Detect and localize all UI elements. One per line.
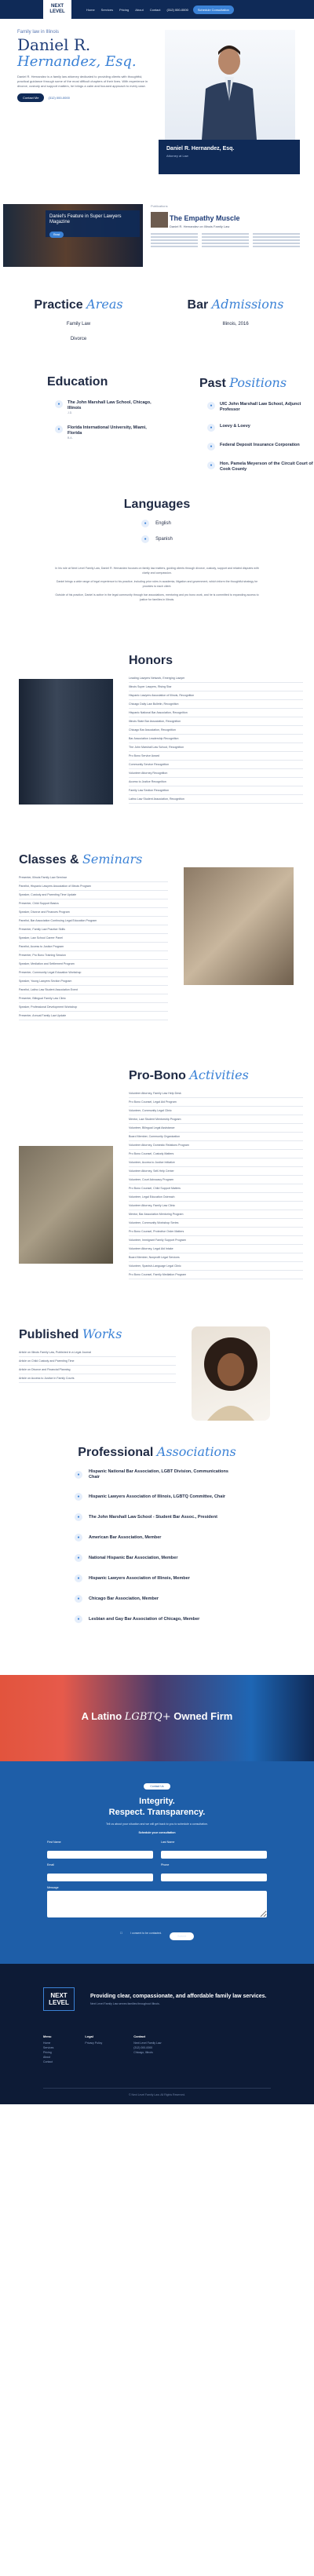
probono-section (0, 1020, 314, 1279)
header-cta-button[interactable]: Schedule Consultation (193, 5, 234, 14)
graduation-cap-icon: ● (55, 425, 63, 433)
nav-item-pricing[interactable]: Pricing (119, 7, 130, 12)
hero-actions (17, 93, 151, 102)
hero-name-line2: Hernandez, Esq. (17, 53, 137, 70)
privacy-policy-link[interactable]: Privacy Policy (85, 2041, 103, 2045)
article-subtitle: Daniel R. Hernandez on Illinois Family Law (170, 224, 230, 228)
publication-item: Article on Divorce and Financial Planning (19, 1366, 176, 1374)
firm-banner (0, 1675, 314, 1761)
card-name: Daniel R. Hernandez, Esq. (166, 146, 235, 151)
magazine-read-button[interactable]: Read (49, 232, 64, 238)
footer-link[interactable]: About (43, 2056, 51, 2059)
nav-item-about[interactable]: About (135, 7, 144, 12)
honor-item: The John Marshall Law School, Recognition (129, 743, 303, 752)
association-item: ● The John Marshall Law School - Student Bar Assoc., President (75, 1513, 239, 1521)
seminar-item: Presenter, Illinois Family Law Seminar (19, 874, 168, 882)
footer-phone-link[interactable]: (312) 000-0000 (133, 2046, 153, 2049)
seminar-item: Presenter, Pro Bono Training Session (19, 951, 168, 960)
briefcase-icon: ● (207, 462, 215, 469)
contact-heading-2: Respect. Transparency. (108, 1808, 206, 1817)
association-item: ● National Hispanic Bar Association, Member (75, 1554, 239, 1562)
seminar-item: Panelist, Bar Association Continuing Legal Education Program (19, 917, 168, 925)
contact-form (47, 1841, 267, 1940)
honors-section (0, 607, 314, 805)
seminar-item: Presenter, Family Law Practice Skills (19, 925, 168, 934)
past-positions (157, 375, 314, 483)
last-name-field[interactable] (161, 1851, 267, 1859)
seminar-item: Speaker, Mediation and Settlement Program (19, 960, 168, 969)
probono-heading: Pro-Bono Activities (129, 1067, 249, 1082)
probono-item: Volunteer Attorney, Self-Help Center (129, 1167, 303, 1176)
article-thumbnail (151, 212, 168, 228)
author-photo (192, 1326, 270, 1421)
published-image-column (192, 1326, 286, 1421)
attorney-name-card (159, 140, 300, 174)
bio-paragraph: Daniel brings a wide range of legal experience to his practice, including prior roles in academia, litigation and government, which inform the thoughtful strategy he provides to each client. (56, 580, 258, 588)
bar-admissions (157, 297, 314, 352)
first-name-label: First Name (47, 1841, 61, 1844)
bar-heading: Bar Admissions (187, 297, 284, 312)
languages-section (0, 483, 314, 551)
probono-item: Volunteer, Bilingual Legal Assistance (129, 1124, 303, 1133)
site-logo[interactable] (43, 0, 71, 20)
seminars-section (0, 805, 314, 1020)
hero-text-column (17, 30, 151, 179)
language-item: ● English (141, 520, 173, 527)
logo-line1: NEXT (50, 4, 64, 9)
probono-item: Mentor, Bar Association Mentoring Program (129, 1210, 303, 1219)
form-title: Schedule your consultation (138, 1831, 176, 1834)
probono-item: Board Member, Community Organization (129, 1133, 303, 1141)
form-footer (47, 1926, 267, 1940)
main-nav (86, 8, 161, 12)
article-kicker: Publications (151, 204, 168, 208)
email-field[interactable] (47, 1874, 153, 1881)
honor-item: Hispanic National Bar Association, Recognition (129, 709, 303, 717)
publication-item: Article on Child Custody and Parenting Time (19, 1357, 176, 1366)
footer-description: Next Level Family Law serves families throughout Illinois. (90, 2001, 160, 2005)
site-header (0, 0, 314, 19)
probono-item: Volunteer, Community Legal Clinic (129, 1107, 303, 1115)
article-title[interactable]: The Empathy Muscle (170, 214, 240, 222)
contact-heading-1: Integrity. (139, 1797, 175, 1806)
footer-link[interactable]: Pricing (43, 2051, 52, 2054)
probono-item: Volunteer Attorney, Family Law Clinic (129, 1202, 303, 1210)
suit-photo (19, 679, 113, 805)
submit-button[interactable]: Submit (170, 1932, 194, 1940)
article-excerpt (151, 233, 300, 247)
footer-columns (43, 2034, 271, 2064)
nav-item-home[interactable]: Home (86, 7, 95, 12)
message-label: Message (47, 1886, 59, 1889)
honor-item: Volunteer Attorney Recognition (129, 769, 303, 778)
magazine-title: Daniel's Feature in Super Lawyers Magazine (49, 214, 122, 224)
briefcase-icon: ● (207, 424, 215, 432)
association-item: ● Hispanic Lawyers Association of Illinois, LGBTQ Committee, Chair (75, 1493, 239, 1501)
honors-heading: Honors (129, 654, 173, 667)
publication-item: Article on Illinois Family Law, Published in a Legal Journal (19, 1348, 176, 1357)
seminar-item: Presenter, Annual Family Law Update (19, 1012, 168, 1020)
briefcase-icon: ● (207, 443, 215, 451)
probono-item: Volunteer, Legal Education Outreach (129, 1193, 303, 1202)
probono-item: Pro Bono Counsel, Family Mediation Program (129, 1271, 303, 1279)
seminar-item: Panelist, Access to Justice Program (19, 943, 168, 951)
associations-heading: Professional Associations (78, 1444, 236, 1459)
seminars-image-column (184, 852, 294, 1020)
honor-item: Access to Justice Recognition (129, 778, 303, 786)
position-item: ● UIC John Marshall Law School, Adjunct Professor (207, 402, 314, 413)
association-item: ● Lesbian and Gay Bar Association of Chicago, Member (75, 1615, 239, 1623)
associations-section (0, 1421, 314, 1636)
honor-item: Chicago Bar Association, Recognition (129, 726, 303, 735)
practice-item: Family Law (66, 322, 91, 327)
probono-item: Pro Bono Counsel, Custody Matters (129, 1150, 303, 1158)
award-icon: ● (75, 1493, 82, 1501)
honor-item: Family Law Section Recognition (129, 786, 303, 795)
site-footer (0, 1964, 314, 2104)
globe-icon: ● (141, 535, 149, 543)
magazine-feature (3, 204, 143, 267)
education-heading: Education (47, 375, 108, 389)
published-section (0, 1279, 314, 1421)
probono-item: Volunteer Attorney, Domestic Relations Program (129, 1141, 303, 1150)
logo-line2: LEVEL (49, 9, 65, 14)
nav-item-contact[interactable]: Contact (149, 7, 161, 12)
hero-portrait-column (159, 30, 300, 179)
probono-photo (19, 1146, 113, 1264)
email-label: Email (47, 1863, 54, 1866)
association-item: ● Chicago Bar Association, Member (75, 1595, 239, 1603)
seminars-heading: Classes & Seminars (19, 852, 143, 867)
hero-phone-link[interactable]: (312) 000-0000 (48, 96, 70, 100)
bio-paragraph: In his role at Next Level Family Law, Daniel R. Hernandez focuses on family law matters, guiding clients through divorce, custody, support and related disputes with clarity and compassion. (55, 567, 259, 575)
education-item: ● Florida International University, Miami, Florida B.A. (55, 425, 157, 440)
probono-image-column (19, 1067, 113, 1279)
seminar-item: Panelist, Latino Law Student Association Event (19, 986, 168, 994)
practice-item: Divorce (70, 337, 87, 341)
consent-checkbox[interactable]: ☐ (119, 1932, 123, 1935)
contact-section (0, 1761, 314, 1964)
position-item: ● Loevy & Loevy (207, 424, 314, 432)
globe-icon: ● (141, 520, 149, 527)
association-item: ● Hispanic Lawyers Association of Illinois, Member (75, 1574, 239, 1582)
honor-item: Bar Association Leadership Recognition (129, 735, 303, 743)
languages-heading: Languages (123, 498, 191, 511)
contact-me-button[interactable]: Contact Me (17, 93, 44, 102)
honor-item: Latino Law Student Association, Recognition (129, 795, 303, 804)
hero-intro: Daniel R. Hernandez is a family law attorney dedicated to providing clients with thoughtful, practical guidance through some of the most difficult chapters of their lives. With experience in divorce, custody and support matters, he brings a calm and focused approach to every case. (17, 75, 148, 88)
associations-list (75, 1469, 239, 1636)
consent-label: I consent to be contacted. (130, 1932, 162, 1935)
contact-subtext: Tell us about your situation and we will get back to you to schedule a consultation. (105, 1823, 209, 1826)
award-icon: ● (75, 1513, 82, 1521)
seminar-item: Speaker, Young Lawyers Section Program (19, 977, 168, 986)
probono-item: Volunteer Attorney, Family Law Help Desk (129, 1089, 303, 1098)
bar-item: Illinois, 2016 (222, 322, 249, 327)
award-icon: ● (75, 1595, 82, 1603)
honors-list (129, 674, 303, 804)
nav-item-services[interactable]: Services (100, 7, 114, 12)
banner-title: A Latino LGBTQ+ Owned Firm (81, 1710, 233, 1723)
honor-item: Illinois Super Lawyers, Rising Star (129, 683, 303, 691)
honor-item: Hispanic Lawyers Association of Illinois, Recognition (129, 691, 303, 700)
position-item: ● Federal Deposit Insurance Corporation (207, 443, 314, 451)
probono-item: Volunteer, Community Workshop Series (129, 1219, 303, 1228)
seminar-item: Speaker, Divorce and Finances Program (19, 908, 168, 917)
honor-item: Pro Bono Service Award (129, 752, 303, 761)
practice-areas (0, 297, 157, 352)
card-subtitle: Attorney at Law (166, 154, 188, 158)
probono-item: Volunteer, Access to Justice Initiative (129, 1158, 303, 1167)
footer-menu-column: Menu Home Services Pricing About Contact (43, 2034, 54, 2063)
probono-item: Volunteer Attorney, Legal Aid Intake (129, 1245, 303, 1253)
probono-item: Mentor, Law Student Mentorship Program (129, 1115, 303, 1124)
honor-item: Illinois State Bar Association, Recognition (129, 717, 303, 726)
honors-image-column (19, 654, 113, 805)
publication-item: Article on Access to Justice in Family Courts (19, 1374, 176, 1383)
footer-logo[interactable]: NEXT LEVEL (43, 1987, 75, 2011)
seminar-item: Speaker, Law School Career Panel (19, 934, 168, 943)
last-name-label: Last Name (161, 1841, 175, 1844)
education-item: ● The John Marshall Law School, Chicago, Illinois J.D. (55, 400, 157, 414)
honor-item: Leading Lawyers Network, Emerging Lawyer (129, 674, 303, 683)
footer-contact-column: Contact Next Level Family Law (312) 000-0000 Chicago, Illinois (133, 2034, 162, 2054)
first-name-field[interactable] (47, 1851, 153, 1859)
probono-item: Volunteer, Immigrant Family Support Program (129, 1236, 303, 1245)
award-icon: ● (75, 1615, 82, 1623)
probono-item: Pro Bono Counsel, Legal Aid Program (129, 1098, 303, 1107)
seminar-item: Panelist, Hispanic Lawyers Association of Illinois Program (19, 882, 168, 891)
briefcase-icon: ● (207, 402, 215, 410)
award-icon: ● (75, 1534, 82, 1542)
education-past-section (0, 352, 314, 483)
bio-section (0, 551, 314, 602)
honor-item: Community Service Recognition (129, 761, 303, 769)
footer-link[interactable]: Services (43, 2046, 54, 2049)
probono-item: Pro Bono Counsel, Protective Order Matters (129, 1228, 303, 1236)
features-section (0, 187, 314, 275)
probono-item: Volunteer, Court Advocacy Program (129, 1176, 303, 1184)
article-feature (151, 204, 300, 267)
message-field[interactable] (47, 1891, 267, 1917)
phone-label: Phone (161, 1863, 170, 1866)
hero-tagline: Family law in Illinois (17, 30, 60, 35)
seminar-item: Speaker, Custody and Parenting Time Update (19, 891, 168, 899)
probono-item: Board Member, Nonprofit Legal Services (129, 1253, 303, 1262)
award-icon: ● (75, 1574, 82, 1582)
footer-link[interactable]: Contact (43, 2060, 53, 2063)
footer-legal-column: Legal Privacy Policy (85, 2034, 103, 2045)
attorney-portrait (190, 38, 268, 140)
published-heading: Published Works (19, 1326, 122, 1341)
probono-item: Pro Bono Counsel, Child Support Matters (129, 1184, 303, 1193)
probono-list (129, 1089, 303, 1279)
graduation-cap-icon: ● (55, 400, 63, 408)
author-portrait (192, 1326, 270, 1421)
education (0, 375, 157, 483)
language-item: ● Spanish (141, 535, 173, 543)
seminar-item: Presenter, Child Support Basics (19, 899, 168, 908)
header-phone-link[interactable]: (312) 000-0000 (166, 7, 188, 12)
honor-item: Chicago Daily Law Bulletin, Recognition (129, 700, 303, 709)
position-item: ● Hon. Pamela Meyerson of the Circuit Court of Cook County (207, 462, 314, 473)
seminars-list (19, 874, 168, 1020)
practice-heading: Practice Areas (34, 297, 123, 312)
phone-field[interactable] (161, 1874, 267, 1881)
published-list (19, 1348, 176, 1383)
hero-section (0, 19, 314, 187)
association-item: ● Hispanic National Bar Association, LGBT Division, Communications Chair (75, 1469, 239, 1480)
probono-item: Volunteer, Spanish-Language Legal Clinic (129, 1262, 303, 1271)
bio-paragraph: Outside of his practice, Daniel is active in the legal community through bar associations, mentoring and pro bono work, and he is committed to expanding access to justice for families in Illinois. (55, 593, 259, 601)
award-icon: ● (75, 1471, 82, 1479)
award-icon: ● (75, 1554, 82, 1562)
practice-bar-section (0, 275, 314, 352)
contact-pill: Contact Us (144, 1783, 170, 1790)
seminar-item: Speaker, Professional Development Workshop (19, 1003, 168, 1012)
seminar-photo (184, 867, 294, 985)
hero-name-line1: Daniel R. (17, 35, 91, 54)
seminar-item: Presenter, Bilingual Family Law Clinic (19, 994, 168, 1003)
past-heading: Past Positions (199, 375, 287, 390)
association-item: ● American Bar Association, Member (75, 1534, 239, 1542)
copyright: © Next Level Family Law. All Rights Reserved. (43, 2088, 271, 2096)
footer-link[interactable]: Home (43, 2041, 51, 2045)
seminar-item: Presenter, Community Legal Education Workshop (19, 969, 168, 977)
footer-tagline: Providing clear, compassionate, and affordable family law services. (90, 1993, 267, 1999)
magazine-overlay (46, 210, 140, 237)
